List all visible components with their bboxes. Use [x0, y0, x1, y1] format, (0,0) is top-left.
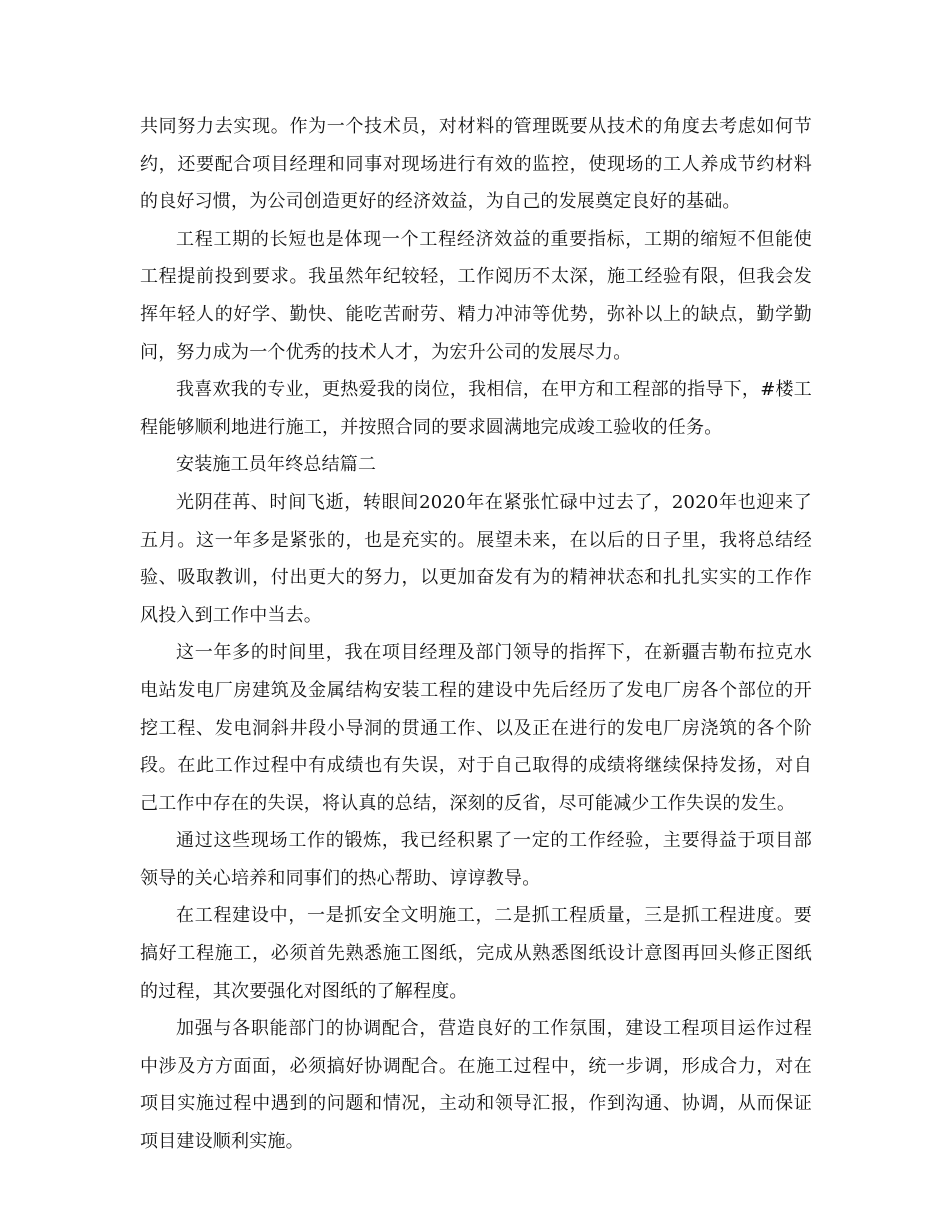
section-heading: 安装施工员年终总结篇二 [176, 454, 377, 476]
body-paragraph: 我喜欢我的专业，更热爱我的岗位，我相信，在甲方和工程部的指导下，#楼工程能够顺利地进行施工，并按照合同的要求圆满地完成竣工验收的任务。 [140, 379, 812, 438]
body-paragraph: 加强与各职能部门的协调配合，营造良好的工作氛围，建设工程项目运作过程中涉及方方面面，必须搞好协调配合。在施工过程中，统一步调，形成合力，对在项目实施过程中遇到的问题和情况，主动和领导汇报，作到沟通、协调，从而保证项目建设顺利实施。 [140, 1018, 812, 1153]
body-paragraph: 在工程建设中，一是抓安全文明施工，二是抓工程质量，三是抓工程进度。要搞好工程施工，必须首先熟悉施工图纸，完成从熟悉图纸设计意图再回头修正图纸的过程，其次要强化对图纸的了解程度。 [140, 905, 812, 1002]
body-paragraph: 这一年多的时间里，我在项目经理及部门领导的指挥下，在新疆吉勒布拉克水电站发电厂房建筑及金属结构安装工程的建设中先后经历了发电厂房各个部位的开挖工程、发电洞斜井段小导洞的贯通工作、以及正在进行的发电厂房浇筑的各个阶段。在此工作过程中有成绩也有失误，对于自己取得的成绩将继续保持发扬，对自己工作中存在的失误，将认真的总结，深刻的反省，尽可能减少工作失误的发生。 [140, 642, 812, 814]
document-body [140, 108, 812, 1161]
body-paragraph: 通过这些现场工作的锻炼，我已经积累了一定的工作经验，主要得益于项目部领导的关心培养和同事们的热心帮助、谆谆教导。 [140, 830, 812, 889]
body-paragraph: 共同努力去实现。作为一个技术员，对材料的管理既要从技术的角度去考虑如何节约，还要配合项目经理和同事对现场进行有效的监控，使现场的工人养成节约材料的良好习惯，为公司创造更好的经济效益，为自己的发展奠定良好的基础。 [140, 116, 812, 213]
body-paragraph: 光阴荏苒、时间飞逝，转眼间2020年在紧张忙碌中过去了，2020年也迎来了五月。这一年多是紧张的，也是充实的。展望未来，在以后的日子里，我将总结经验、吸取教训，付出更大的努力，以更加奋发有为的精神状态和扎扎实实的工作作风投入到工作中当去。 [140, 491, 812, 626]
body-paragraph: 工程工期的长短也是体现一个工程经济效益的重要指标，工期的缩短不但能使工程提前投到要求。我虽然年纪较轻，工作阅历不太深，施工经验有限，但我会发挥年轻人的好学、勤快、能吃苦耐劳、精力冲沛等优势，弥补以上的缺点，勤学勤问，努力成为一个优秀的技术人才，为宏升公司的发展尽力。 [140, 228, 812, 363]
